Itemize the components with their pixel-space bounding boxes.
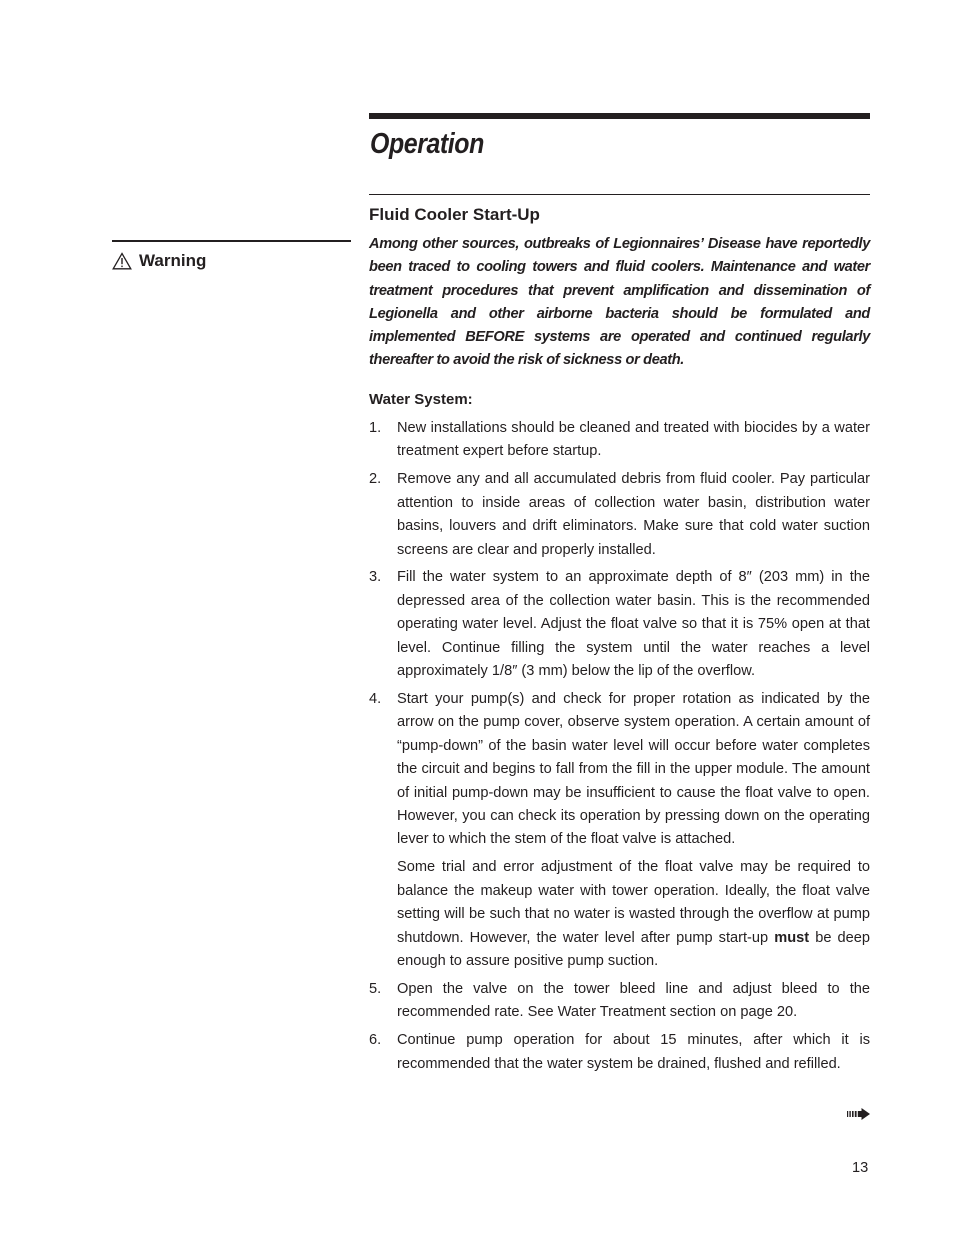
continue-arrow-icon <box>847 1107 871 1121</box>
section-rule <box>369 194 870 195</box>
page-title: Operation <box>370 128 484 160</box>
step-note-emphasis: must <box>774 929 810 946</box>
step-4 <box>369 688 870 973</box>
step-text: Remove any and all accumulated debris from fluid cooler. Pay particular attention to inside areas of collection water basin, distribution water basins, louvers and drift eliminators. Make sure that cold water suction screens are clear and properly installed. <box>397 471 870 558</box>
step-text: Open the valve on the tower bleed line and adjust bleed to the recommended rate. See Water Treatment section on page 20. <box>397 980 870 1021</box>
step-note <box>397 856 870 973</box>
sidebar-rule <box>112 240 351 242</box>
water-system-heading: Water System: <box>369 391 473 408</box>
warning-triangle-icon <box>112 252 132 270</box>
step-number: 2. <box>369 471 382 488</box>
step-note-text-end: be deep enough to assure positive pump suction. <box>397 929 871 969</box>
section-heading: Fluid Cooler Start-Up <box>369 205 540 224</box>
step-text: Continue pump operation for about 15 minutes, after which it is recommended that the water system be drained, flushed and refilled. <box>397 1032 870 1072</box>
step-5 <box>369 978 870 1025</box>
step-number: 1. <box>369 420 382 436</box>
step-number: 6. <box>369 1032 382 1049</box>
step-text: Fill the water system to an approximate depth of 8″ (203 mm) in the depressed area of the collection water basin. This is the recommended operating water level. Adjust the float valve so that it is 75% open at that level. Continue filling the system until the water reaches a level approximately 1/8″ (3 mm) below the lip of the overflow. <box>397 569 870 680</box>
warning-text: Among other sources, outbreaks of Legionnaires’ Disease have reportedly been traced to cooling towers and fluid coolers. Maintenance and water treatment procedures that prevent amplification and dissemination of Legionella and other airborne bacteria should be formulated and implemented BEFORE systems are operated and continued regularly thereafter to avoid the risk of sickness or death. <box>369 236 870 369</box>
warning-label-text: Warning <box>139 251 207 270</box>
page-number: 13 <box>852 1160 869 1176</box>
warning-label <box>112 251 206 271</box>
step-6 <box>369 1029 870 1076</box>
step-note-text: Some trial and error adjustment of the float valve may be required to balance the makeup water with tower operation. Ideally, the float valve setting will be such that no water is wasted through the overflow at pump shutdown. However, the water level after pump start-up <box>397 859 870 946</box>
step-3 <box>369 566 870 683</box>
step-text: Start your pump(s) and check for proper rotation as indicated by the arrow on the pump cover, observe system operation. A certain amount of “pump-down” of the basin water level will occur before water completes the circuit and begins to fall from the fill in the upper module. The amount of initial pump-down may be insufficient to cause the float valve to open. However, you can check its operation by pressing down on the operating lever to which the stem of the float valve is attached. <box>397 690 870 848</box>
step-number: 5. <box>369 980 382 997</box>
continue-arrow <box>847 1107 871 1121</box>
step-text: New installations should be cleaned and treated with biocides by a water treatment expert before startup. <box>397 420 870 460</box>
step-number: 4. <box>369 690 382 707</box>
step-2 <box>369 468 870 562</box>
water-system-steps <box>369 417 870 1080</box>
step-1 <box>369 417 870 464</box>
top-rule <box>369 113 870 119</box>
step-number: 3. <box>369 569 382 586</box>
